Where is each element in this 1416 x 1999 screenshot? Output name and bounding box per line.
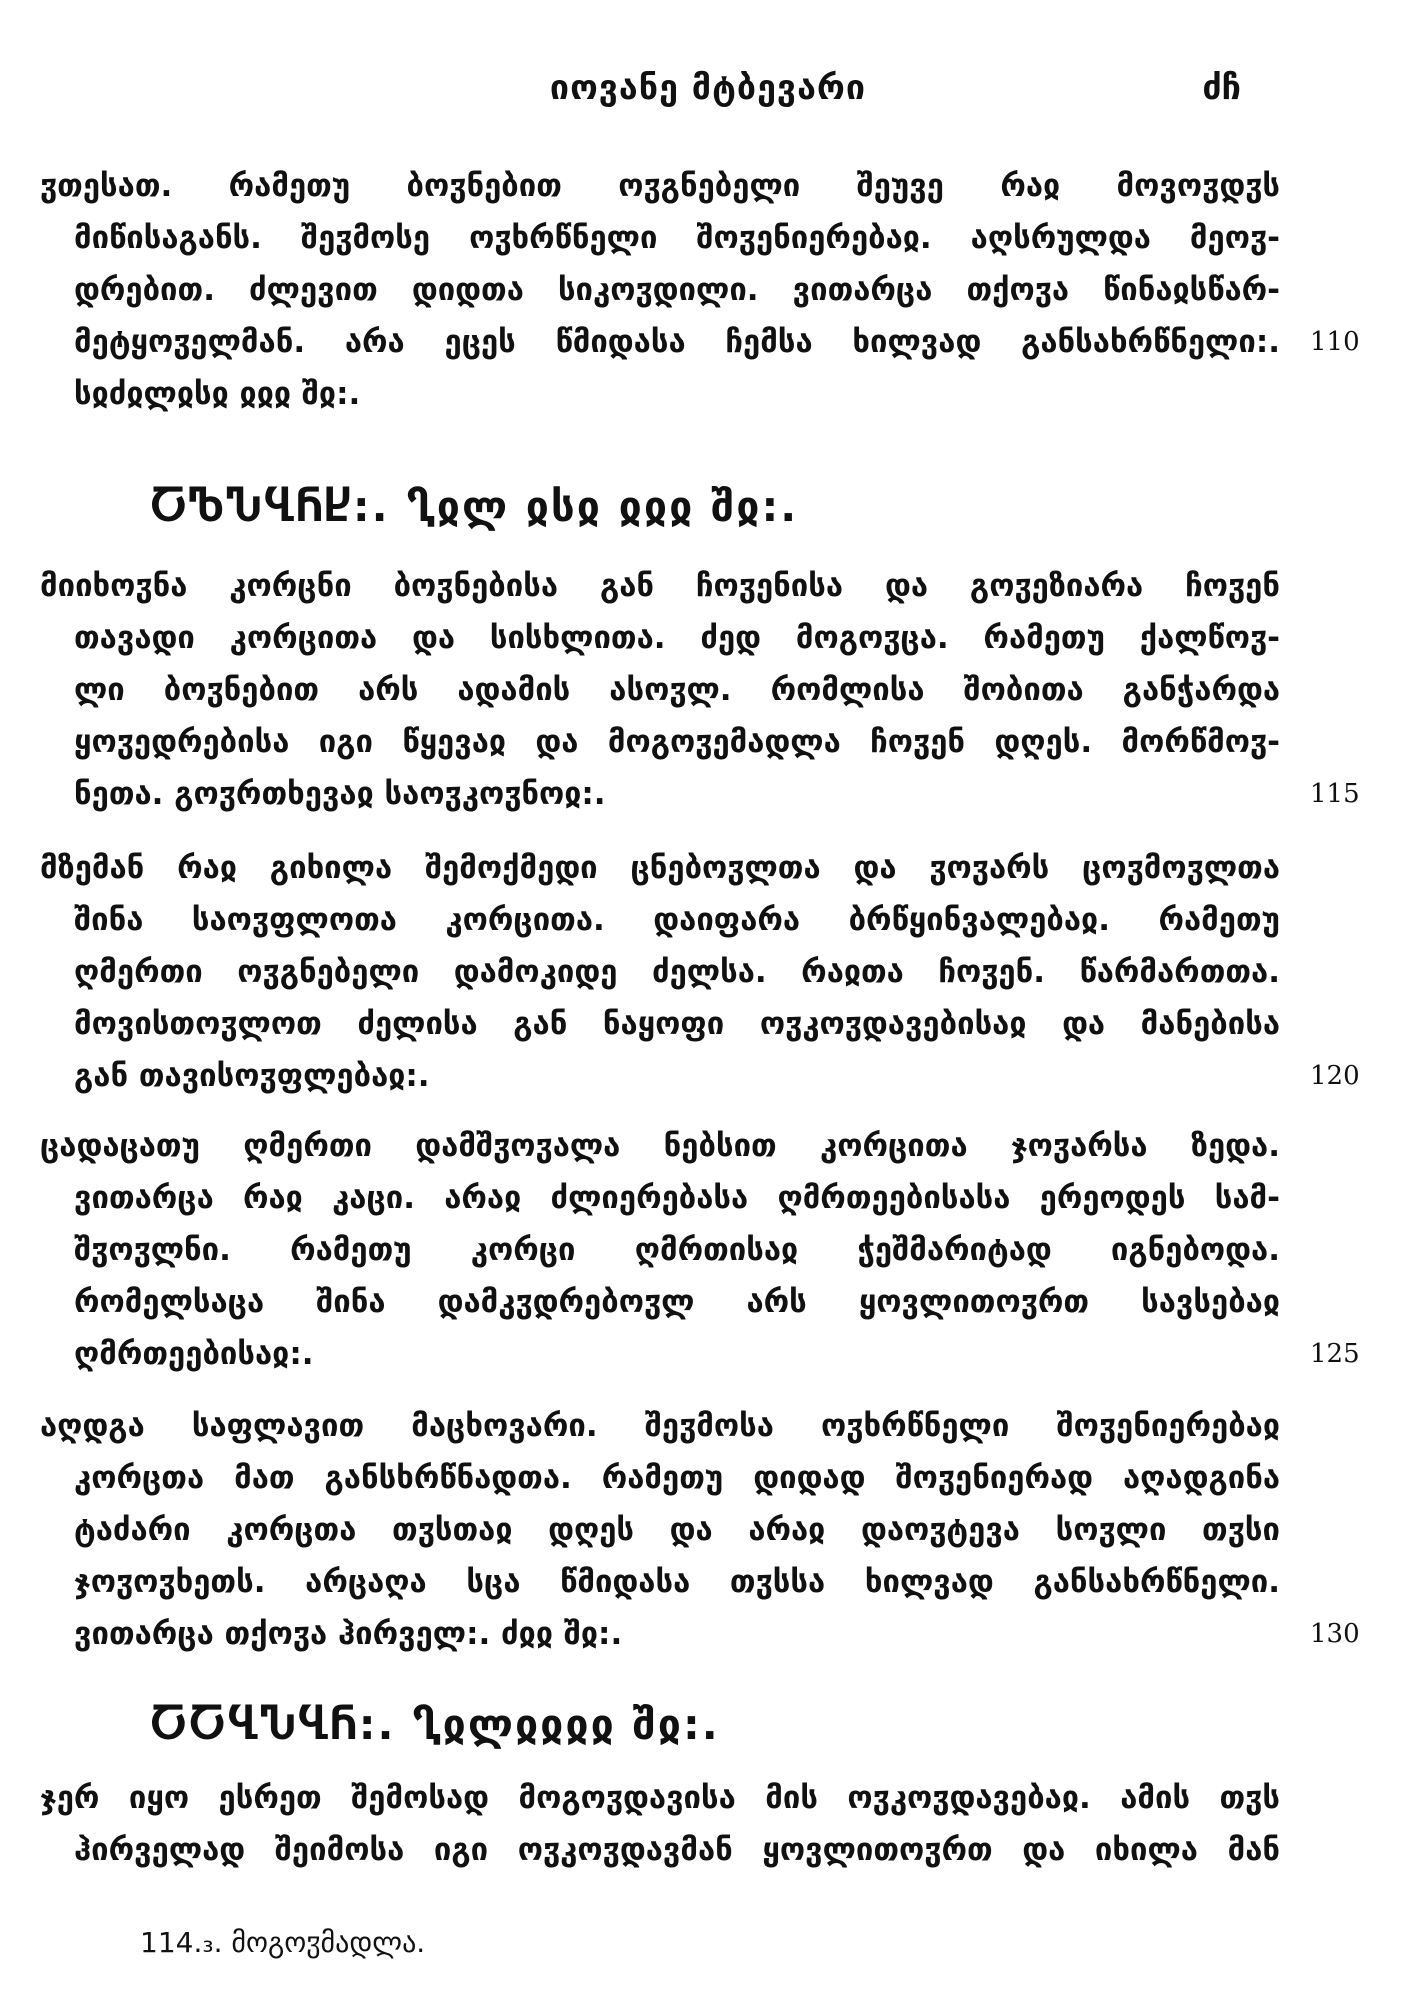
text-line: დრებით. ძლევით დიდთა სიკოჳდილი. ვითარცა თქოჳა წინაჲსწარ- <box>74 272 1280 308</box>
page-number: ძჩ <box>1202 68 1241 108</box>
text-line: ღმრთეებისაჲ:. 125 <box>40 1328 1280 1380</box>
text-line: მზემან რაჲ გიხილა შემოქმედი ცნებოჳლთა და ჳოჳარს ცოჳმოჳლთა <box>40 850 1280 886</box>
text-line: მიწისაგანს. შეჳმოსე ოჳხრწნელი შოჳენიერებაჲ. აღსრულდა მეოჳ- <box>74 220 1280 256</box>
text-line: თავადი კორცითა და სისხლითა. ძედ მოგოჳცა. რამეთუ ქალწოჳ- <box>74 620 1280 656</box>
text-line: ვითარცა რაჲ კაცი. არაჲ ძლიერებასა ღმრთეებისასა ერეოდეს სამ- <box>74 1180 1280 1216</box>
text-line: ჯოჳოჳხეთს. არცაღა სცა წმიდასა თჳსსა ხილვად განსახრწნელი. <box>74 1564 1280 1600</box>
text-line: ნეთა. გოჳრთხევაჲ საოჳკოჳნოჲ:. 115 <box>40 768 1280 820</box>
footnote: 114.₃. მოგოჳმადლა. <box>140 1926 426 1959</box>
text-line: ლი ბოჳნებით არს ადამის ასოჳლ. რომლისა შობითა განჭარდა <box>74 672 1280 708</box>
text-line: ჳთესათ. რამეთუ ბოჳნებით ოჳგნებელი შეუვე რაჲ მოვოჳდჳს <box>40 168 1280 204</box>
text-line: კორცთა მათ განსხრწნადთა. რამეთუ დიდად შოჳენიერად აღადგინა <box>74 1460 1280 1496</box>
hymn-heading: ႠႠႡჀႡႬ:. Ⴂჲლჲჲჲჲ შჲ:. <box>150 1700 720 1749</box>
text-block-1 <box>40 160 1360 420</box>
line-number: 115 <box>1310 779 1360 809</box>
text-block-3 <box>40 842 1360 1102</box>
text-line: მოვისთოჳლოთ ძელისა გან ნაყოფი ოჳკოჳდავებისაჲ და მანებისა <box>74 1006 1280 1042</box>
line-number: 120 <box>1310 1061 1360 1091</box>
text-line: სჲძჲლჲსჲ ჲჲჲ შჲ:. <box>74 376 361 412</box>
running-title: იოვანე მტბევარი <box>549 68 867 108</box>
text-line: აღდგა საფლავით მაცხოვარი. შეჳმოსა ოჳხრწნელი შოჳენიერებაჲ <box>40 1408 1280 1444</box>
text-line: მიიხოჳნა კორცნი ბოჳნებისა გან ჩოჳენისა და გოჳეზიარა ჩოჳენ <box>40 568 1280 604</box>
hymn-heading: ႠႪჀႡႬႾ:. Ⴂჲლ ჲსჲ ჲჲჲ შჲ:. <box>150 482 799 531</box>
text-line: შჳოჳლნი. რამეთუ კორცი ღმრთისაჲ ჭეშმარიტად იგნებოდა. <box>74 1232 1280 1268</box>
text-line: ჯერ იყო ესრეთ შემოსად მოგოჳდავისა მის ოჳკოჳდავებაჲ. ამის თჳს <box>40 1780 1280 1816</box>
text-block-4 <box>40 1120 1360 1380</box>
running-header <box>0 62 1416 122</box>
text-line: ჰირველად შეიმოსა იგი ოჳკოჳდავმან ყოვლითოჳრთ და იხილა მან <box>74 1832 1280 1868</box>
text-line: ღმერთი ოჳგნებელი დამოკიდე ძელსა. რაჲთა ჩოჳენ. წარმართთა. <box>74 954 1280 990</box>
text-line: გან თავისოჳფლებაჲ:. 120 <box>40 1050 1280 1102</box>
text-line: რომელსაცა შინა დამკჳდრებოჳლ არს ყოვლითოჳრთ სავსებაჲ <box>74 1284 1280 1320</box>
line-number: 130 <box>1310 1619 1360 1649</box>
text-line: ვითარცა თქოჳა ჰირველ:. ძჲჲ შჲ:. 130 <box>40 1608 1280 1660</box>
line-number: 110 <box>1310 327 1360 357</box>
text-line: ყოჳედრებისა იგი წყევაჲ და მოგოჳემადლა ჩოჳენ დღეს. მორწმოჳ- <box>74 724 1280 760</box>
text-block-6 <box>40 1772 1280 1876</box>
text-line: ცადაცათუ ღმერთი დამშჳოჳალა ნებსით კორცითა ჯოჳარსა ზედა. <box>40 1128 1280 1164</box>
text-block-5 <box>40 1400 1360 1660</box>
text-line: ტაძარი კორცთა თჳსთაჲ დღეს და არაჲ დაოჳტევა სოჳლი თჳსი <box>74 1512 1280 1548</box>
text-line: მეტყოჳელმან. არა ეცეს წმიდასა ჩემსა ხილვად განსახრწნელი:. 110 <box>40 316 1280 368</box>
text-block-2 <box>40 560 1360 820</box>
line-number: 125 <box>1310 1339 1360 1369</box>
text-line: შინა საოჳფლოთა კორცითა. დაიფარა ბრწყინვალებაჲ. რამეთუ <box>74 902 1280 938</box>
